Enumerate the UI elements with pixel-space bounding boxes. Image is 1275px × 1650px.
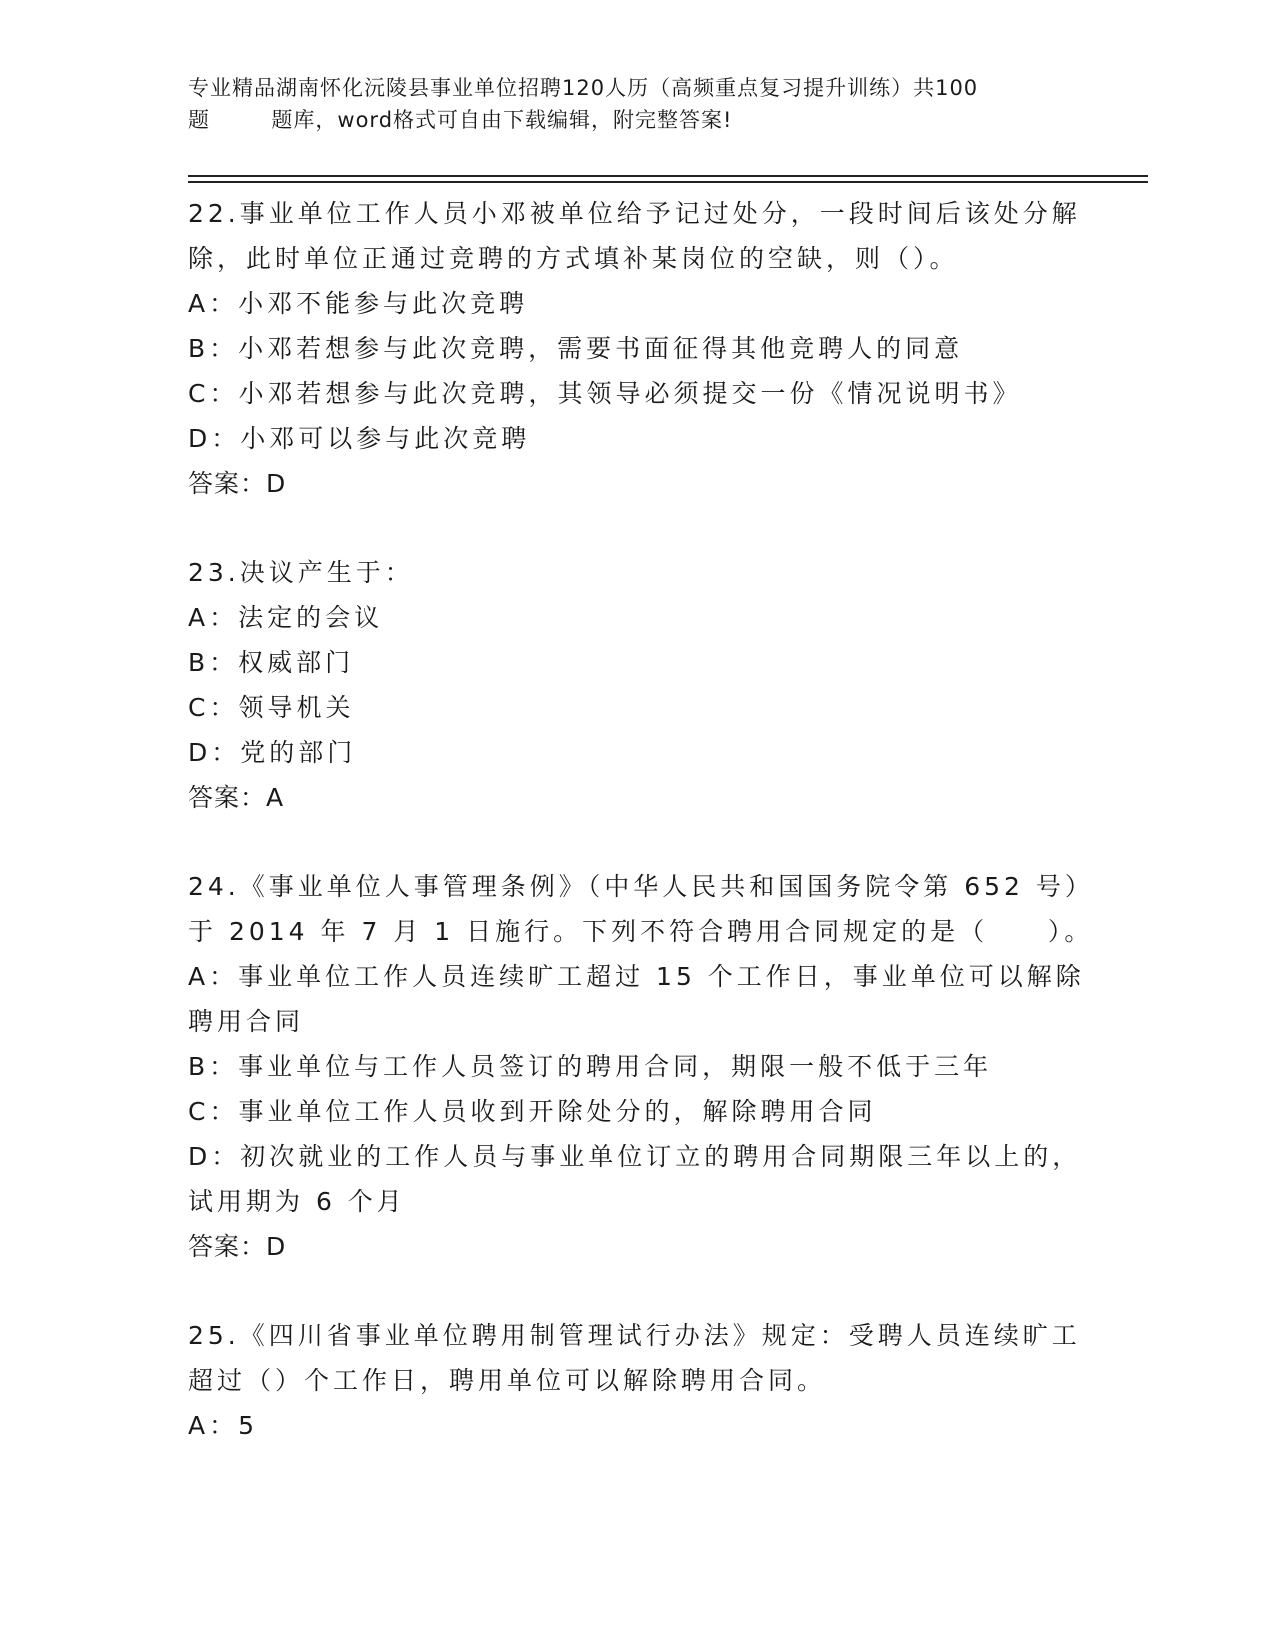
question-list — [188, 191, 1094, 1492]
answer-label: 答案：A — [188, 783, 285, 812]
option-b: B：事业单位与工作人员签订的聘用合同，期限一般不低于三年 — [188, 1052, 993, 1081]
question-text-line: 超过（）个工作日，聘用单位可以解除聘用合同。 — [188, 1366, 827, 1395]
option-d-continued: 试用期为 6 个月 — [188, 1187, 406, 1216]
option-a: A：法定的会议 — [188, 603, 384, 632]
option-b: B：权威部门 — [188, 648, 355, 677]
question-text-line: 24.《事业单位人事管理条例》（中华人民共和国国务院令第 652 号） — [188, 872, 1094, 901]
option-d: D：初次就业的工作人员与事业单位订立的聘用合同期限三年以上的， — [188, 1142, 1082, 1171]
question-25 — [188, 1313, 1088, 1448]
header-title-line-2: 题 题库，word格式可自由下载编辑，附完整答案! — [188, 108, 733, 132]
header-divider-top — [188, 175, 1148, 177]
option-a: A：5 — [188, 1411, 259, 1440]
option-c: C：事业单位工作人员收到开除处分的，解除聘用合同 — [188, 1097, 877, 1126]
question-24 — [188, 864, 1094, 1269]
question-22 — [188, 191, 1088, 506]
header-divider-bottom — [188, 181, 1148, 183]
option-c: C：领导机关 — [188, 693, 355, 722]
option-d: D：党的部门 — [188, 738, 357, 767]
option-a-continued: 聘用合同 — [188, 1007, 305, 1036]
document-header — [188, 72, 1088, 136]
header-title-line-1: 专业精品湖南怀化沅陵县事业单位招聘120人历（高频重点复习提升训练）共100 — [188, 76, 979, 100]
option-a: A：事业单位工作人员连续旷工超过 15 个工作日，事业单位可以解除 — [188, 962, 1085, 991]
question-text-line: 22.事业单位工作人员小邓被单位给予记过处分，一段时间后该处分解 — [188, 199, 1081, 228]
answer-label: 答案：D — [188, 469, 287, 498]
question-text-line: 除，此时单位正通过竞聘的方式填补某岗位的空缺，则（）。 — [188, 244, 959, 273]
option-b: B：小邓若想参与此次竞聘，需要书面征得其他竞聘人的同意 — [188, 334, 964, 363]
option-d: D：小邓可以参与此次竞聘 — [188, 424, 531, 453]
question-text-line: 23.决议产生于： — [188, 558, 414, 587]
option-a: A：小邓不能参与此次竞聘 — [188, 289, 529, 318]
question-text-line: 于 2014 年 7 月 1 日施行。下列不符合聘用合同规定的是（ ）。 — [188, 917, 1094, 946]
question-23 — [188, 550, 1088, 820]
answer-label: 答案：D — [188, 1232, 287, 1261]
option-c: C：小邓若想参与此次竞聘，其领导必须提交一份《情况说明书》 — [188, 379, 1022, 408]
question-text-line: 25.《四川省事业单位聘用制管理试行办法》规定：受聘人员连续旷工 — [188, 1321, 1081, 1350]
